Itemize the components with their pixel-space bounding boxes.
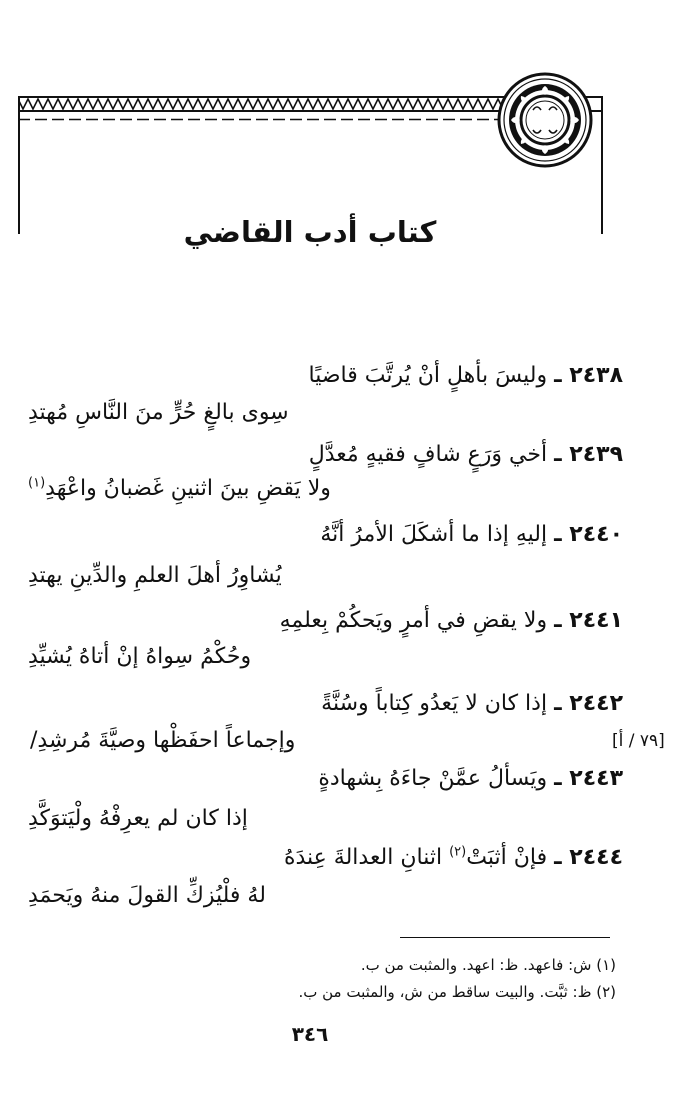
verse-hemistich-second: يُشاوِرُ أهلَ العلمِ والدِّينِ يهتدِ [28, 563, 282, 588]
verse-hemistich-second: وحُكْمُ سِواهُ إنْ أتاهُ يُشيِّدِ [28, 644, 252, 669]
verse-line [309, 439, 623, 471]
chapter-title: كتاب أدب القاضي [183, 215, 437, 249]
verse-number: ٢٤٤٣ ـ [554, 766, 623, 791]
verse-line [30, 725, 295, 757]
footnote-separator [400, 937, 610, 938]
verse-hemistich-first: إليهِ إذا ما أشكَلَ الأمرُ أنَّهُ [320, 522, 548, 547]
verse-number: ٢٤٤١ ـ [554, 608, 623, 633]
verse-hemistich-first: فإنْ أثبَتْ [466, 845, 548, 870]
verse-line [28, 397, 289, 429]
border-dashed-line [18, 118, 508, 121]
page-number: ٣٤٦ [291, 1022, 329, 1046]
verse-line [28, 803, 248, 835]
verse-number: ٢٤٣٨ ـ [554, 363, 623, 388]
verse-hemistich-first: ويَسألُ عمَّنْ جاءَهُ بِشهادةٍ [318, 766, 548, 791]
verse-hemistich-first: وليسَ بأهلٍ أنْ يُرتَّبَ قاضيًا [308, 363, 548, 388]
verse-line [309, 360, 623, 392]
verse-hemistich-second: إذا كان لم يعرِفْهُ ولْيَتوَكَّدِ [28, 806, 248, 831]
verse-hemistich-first: إذا كان لا يَعدُو كِتاباً وسُنَّةً [321, 691, 548, 716]
footnote-marker: (١) [28, 475, 46, 491]
verse-number: ٢٤٤٠ ـ [554, 522, 623, 547]
verse-hemistich-first: أخي وَرَعٍ شافٍ فقيهٍ مُعدَّلٍ [308, 442, 548, 467]
verse-line [28, 473, 331, 505]
verse-hemistich-second: سِوى بالغٍ حُرٍّ منَ النَّاسِ مُهتدِ [28, 400, 289, 425]
verse-line [280, 605, 623, 637]
verse-line [321, 688, 623, 720]
footnote-marker: (٢) [449, 844, 467, 860]
verse-hemistich-first-continued: اثنانِ العدالةَ عِندَهُ [283, 845, 450, 870]
verse-line [28, 560, 282, 592]
verse-hemistich-first: ولا يقضِ في أمرٍ ويَحكُمْ بِعلمِهِ [279, 608, 548, 633]
verse-number: ٢٤٤٤ ـ [554, 845, 623, 870]
verse-line [28, 641, 251, 673]
footnote: (١) ش: فاعهد. ظ: اعهد. والمثبت من ب. [360, 956, 616, 974]
decorative-border-band [18, 96, 508, 126]
frame-right-border [601, 96, 603, 234]
border-middle-line [18, 110, 508, 112]
manuscript-folio-reference: [٧٩ / أ] [612, 731, 665, 751]
verse-line [284, 842, 623, 874]
footnote: (٢) ظ: ثبَّت. والبيت ساقط من ش، والمثبت من ب. [298, 983, 616, 1001]
verse-hemistich-second: وإجماعاً احفَظْها وصيَّةَ مُرشِدِ/ [30, 728, 296, 753]
verse-hemistich-second: ولا يَقضِ بينَ اثنينِ غَضبانُ واعْهَدِ [45, 476, 331, 501]
verse-number: ٢٤٣٩ ـ [554, 442, 623, 467]
verse-number: ٢٤٤٢ ـ [554, 691, 623, 716]
verse-line [28, 880, 266, 912]
rosette-ornament-icon [495, 70, 595, 170]
verse-hemistich-second: لهُ فلْيُزكِّ القولَ منهُ ويَحمَدِ [28, 883, 266, 908]
border-zigzag-pattern [18, 98, 508, 110]
verse-line [318, 763, 623, 795]
verse-line [320, 519, 623, 551]
